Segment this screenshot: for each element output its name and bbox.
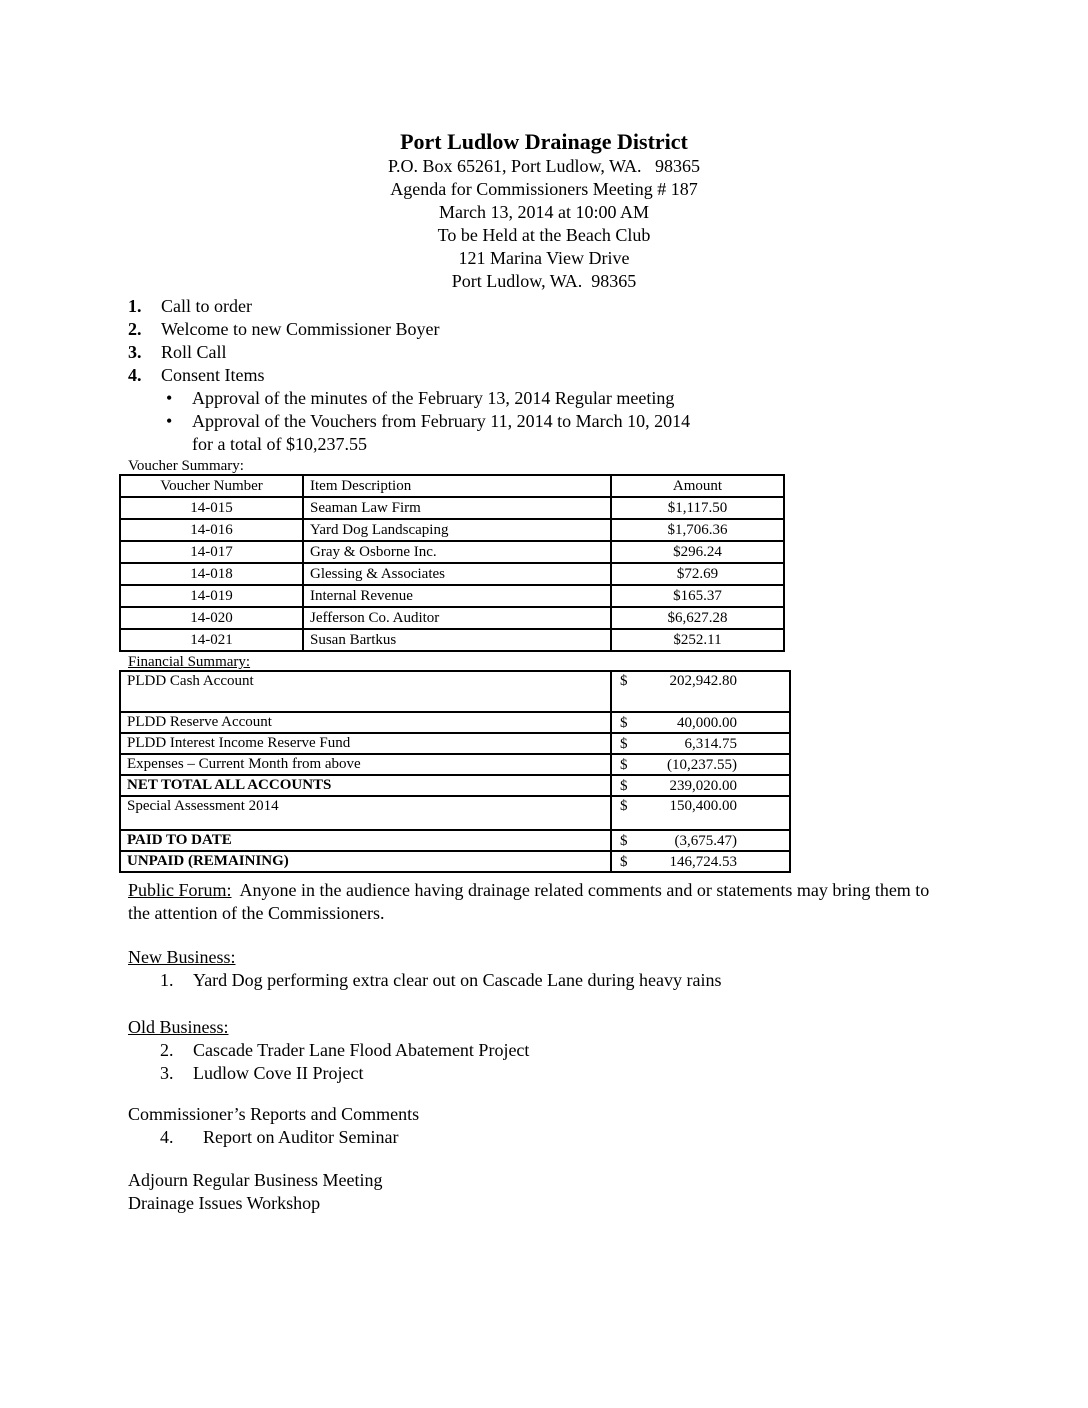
agenda-item-number: 1.: [128, 296, 142, 316]
address-line: P.O. Box 65261, Port Ludlow, WA. 98365: [387, 156, 701, 176]
table-row: [120, 497, 784, 519]
financial-amount-cell: [611, 830, 790, 851]
meeting-date-line: March 13, 2014 at 10:00 AM: [439, 202, 649, 222]
financial-label-cell: PAID TO DATE: [120, 830, 611, 851]
currency-symbol: $: [620, 853, 628, 870]
voucher-number-cell: 14-020: [120, 607, 303, 629]
financial-summary-label: Financial Summary:: [128, 654, 251, 670]
voucher-description-cell: Glessing & Associates: [303, 563, 611, 585]
table-row: [120, 775, 790, 796]
amount-value: 150,400.00: [669, 798, 737, 814]
financial-label-cell: PLDD Reserve Account: [120, 712, 611, 733]
old-business-heading: Old Business:: [128, 1017, 229, 1037]
voucher-amount-cell: $1,117.50: [611, 497, 784, 519]
table-row: [120, 629, 784, 651]
amount-value: 239,020.00: [669, 777, 737, 794]
currency-symbol: $: [620, 798, 628, 814]
workshop-line: Drainage Issues Workshop: [128, 1193, 321, 1213]
table-row: [120, 563, 784, 585]
voucher-description-cell: Internal Revenue: [303, 585, 611, 607]
voucher-amount-cell: $72.69: [611, 563, 784, 585]
bullet-icon: •: [166, 411, 173, 431]
document-header: [0, 0, 1088, 293]
adjourn-line: Adjourn Regular Business Meeting: [128, 1170, 383, 1190]
voucher-number-cell: 14-019: [120, 585, 303, 607]
bullet-icon: •: [166, 388, 173, 408]
bullet-text: Approval of the Vouchers from February 11, 2014 to March 10, 2014: [192, 411, 691, 431]
voucher-amount-cell: $252.11: [611, 629, 784, 651]
list-item-number: 2.: [160, 1040, 174, 1060]
voucher-number-cell: 14-015: [120, 497, 303, 519]
financial-amount-cell: [611, 754, 790, 775]
voucher-amount-cell: $6,627.28: [611, 607, 784, 629]
financial-amount-cell: [611, 671, 790, 712]
agenda-item: [128, 341, 1088, 364]
meeting-number-line: Agenda for Commissioners Meeting # 187: [390, 179, 698, 199]
currency-symbol: $: [620, 756, 628, 773]
financial-label-cell: PLDD Interest Income Reserve Fund: [120, 733, 611, 754]
table-row: [120, 796, 790, 830]
amount-value: 146,724.53: [669, 853, 737, 870]
list-item-text: Ludlow Cove II Project: [193, 1063, 364, 1083]
city-state-line: Port Ludlow, WA. 98365: [451, 271, 637, 291]
voucher-header-amount: Amount: [611, 475, 784, 497]
consent-bullet: [166, 410, 1088, 433]
voucher-number-cell: 14-016: [120, 519, 303, 541]
table-row: [120, 671, 790, 712]
street-address-line: 121 Marina View Drive: [458, 248, 630, 268]
public-forum-text: Anyone in the audience having drainage related comments and or statements may bring them to the attention of the Commissioners.: [128, 880, 934, 923]
financial-amount-cell: [611, 775, 790, 796]
voucher-header-row: [120, 475, 784, 497]
agenda-item-text: Welcome to new Commissioner Boyer: [161, 319, 440, 339]
public-forum-heading: Public Forum:: [128, 880, 232, 900]
voucher-amount-cell: $1,706.36: [611, 519, 784, 541]
financial-table: [119, 670, 791, 873]
currency-symbol: $: [620, 832, 628, 849]
list-item-text: Cascade Trader Lane Flood Abatement Project: [193, 1040, 530, 1060]
voucher-header-number: Voucher Number: [120, 475, 303, 497]
amount-value: 202,942.80: [669, 673, 737, 689]
voucher-description-cell: Seaman Law Firm: [303, 497, 611, 519]
agenda-item-number: 4.: [128, 365, 142, 385]
agenda-item-text: Roll Call: [161, 342, 227, 362]
agenda-item-text: Call to order: [161, 296, 252, 316]
table-row: [120, 712, 790, 733]
table-row: [120, 607, 784, 629]
list-item: [160, 1039, 1088, 1062]
list-item-number: 3.: [160, 1063, 174, 1083]
currency-symbol: $: [620, 777, 628, 794]
currency-symbol: $: [620, 673, 628, 689]
bullet-text: Approval of the minutes of the February 13, 2014 Regular meeting: [192, 388, 675, 408]
agenda-list: [0, 295, 1088, 456]
table-row: [120, 830, 790, 851]
financial-label-cell: Expenses – Current Month from above: [120, 754, 611, 775]
list-item-number: 1.: [160, 970, 174, 990]
list-item: [160, 969, 1088, 992]
public-forum-paragraph: [128, 879, 954, 925]
financial-label-cell: NET TOTAL ALL ACCOUNTS: [120, 775, 611, 796]
agenda-item-number: 2.: [128, 319, 142, 339]
voucher-table: [119, 474, 785, 652]
document-title: Port Ludlow Drainage District: [400, 129, 688, 154]
agenda-item: [128, 318, 1088, 341]
financial-amount-cell: [611, 796, 790, 830]
voucher-description-cell: Yard Dog Landscaping: [303, 519, 611, 541]
financial-label-cell: Special Assessment 2014: [120, 796, 611, 830]
list-item-number: 4.: [160, 1127, 174, 1147]
bullet-continuation-text: for a total of $10,237.55: [192, 434, 367, 454]
amount-value: (3,675.47): [674, 832, 737, 849]
amount-value: 6,314.75: [684, 735, 737, 752]
currency-symbol: $: [620, 735, 628, 752]
voucher-summary-label: Voucher Summary:: [128, 458, 244, 474]
table-row: [120, 585, 784, 607]
voucher-description-cell: Jefferson Co. Auditor: [303, 607, 611, 629]
agenda-item: [128, 364, 1088, 387]
table-row: [120, 851, 790, 872]
voucher-number-cell: 14-021: [120, 629, 303, 651]
new-business-heading: New Business:: [128, 947, 236, 967]
list-item-text: Report on Auditor Seminar: [203, 1127, 399, 1147]
table-row: [120, 541, 784, 563]
financial-label-cell: PLDD Cash Account: [120, 671, 611, 712]
voucher-amount-cell: $296.24: [611, 541, 784, 563]
commissioners-reports-heading: Commissioner’s Reports and Comments: [128, 1104, 420, 1124]
financial-amount-cell: [611, 712, 790, 733]
list-item: [160, 1062, 1088, 1085]
list-item-text: Yard Dog performing extra clear out on Cascade Lane during heavy rains: [193, 970, 722, 990]
currency-symbol: $: [620, 714, 628, 731]
voucher-description-cell: Susan Bartkus: [303, 629, 611, 651]
amount-value: (10,237.55): [667, 756, 737, 773]
financial-amount-cell: [611, 851, 790, 872]
meeting-location-line: To be Held at the Beach Club: [437, 225, 651, 245]
closing-block: [128, 1169, 1088, 1215]
voucher-amount-cell: $165.37: [611, 585, 784, 607]
voucher-number-cell: 14-017: [120, 541, 303, 563]
financial-amount-cell: [611, 733, 790, 754]
consent-bullet: [166, 387, 1088, 410]
table-row: [120, 519, 784, 541]
financial-label-cell: UNPAID (REMAINING): [120, 851, 611, 872]
agenda-item: [128, 295, 1088, 318]
amount-value: 40,000.00: [677, 714, 737, 731]
voucher-description-cell: Gray & Osborne Inc.: [303, 541, 611, 563]
table-row: [120, 754, 790, 775]
list-item: [160, 1126, 1088, 1149]
agenda-item-number: 3.: [128, 342, 142, 362]
voucher-number-cell: 14-018: [120, 563, 303, 585]
voucher-header-description: Item Description: [303, 475, 611, 497]
table-row: [120, 733, 790, 754]
agenda-item-text: Consent Items: [161, 365, 265, 385]
